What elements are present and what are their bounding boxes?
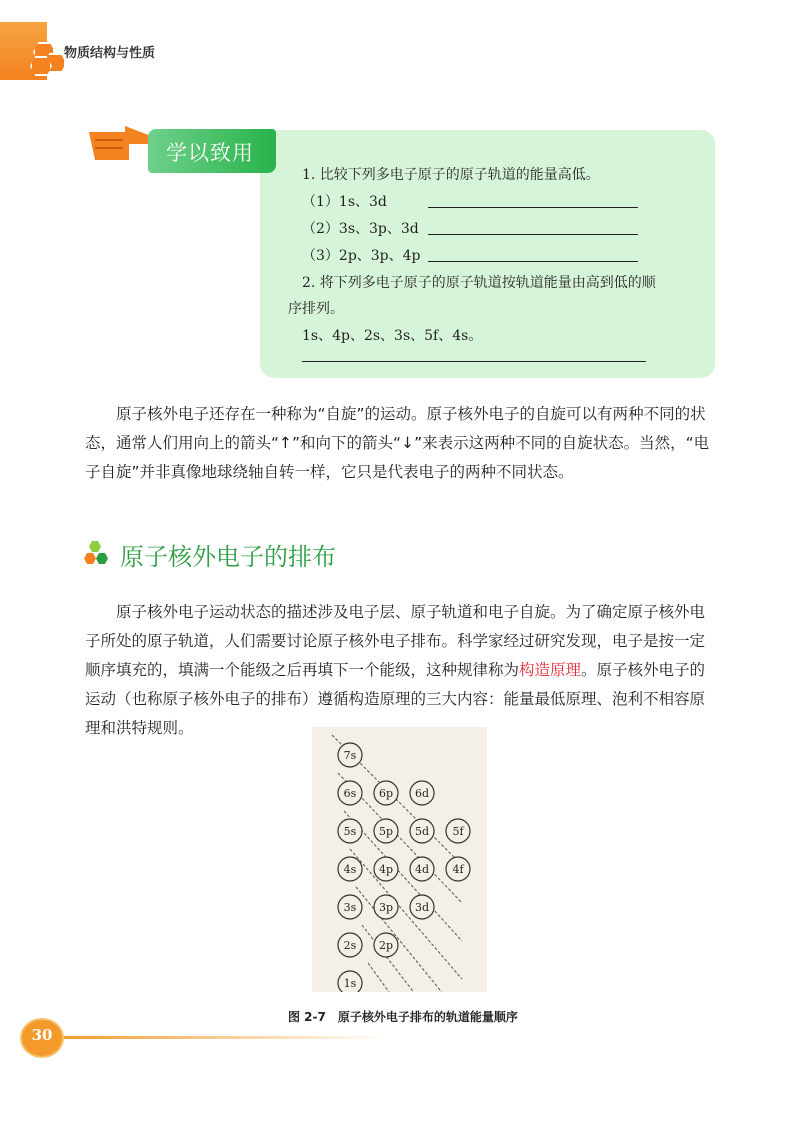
orbital-label: 5d (414, 825, 430, 838)
aufbau-diagram-svg (312, 727, 487, 992)
figure-caption: 图 2-7 原子核外电子排布的轨道能量顺序 (288, 1010, 518, 1024)
filling-arrow (356, 887, 462, 992)
filling-arrow (368, 963, 462, 992)
question-2-line-2: 序排列。 (288, 301, 344, 317)
answer-blank (302, 361, 646, 362)
orbital-label: 4s (343, 863, 357, 876)
practice-tab-label: 学以致用 (166, 141, 254, 165)
question-1: 1. 比较下列多电子原子的原子轨道的能量高低。 (302, 167, 600, 183)
paragraph-text-part: 原子核外电子运动状态的描述涉及电子层、原子轨道和电子自旋。为了确定原子核外电子所处的原子轨道，人们需要讨论原子核外电子排布。科学家经过研究发现，电子是按一定顺序填充的，填满一个能级之后再填下一个能级，这种规律称为 (85, 603, 706, 679)
footer-line (58, 1036, 388, 1039)
question-1-item: （3）2p、3p、4p (302, 248, 421, 264)
orbital-label: 1s (343, 977, 357, 990)
orbital-label: 6p (378, 787, 394, 800)
question-2-line-1: 2. 将下列多电子原子的原子轨道按轨道能量由高到低的顺 (302, 275, 656, 291)
paragraph-text: 原子核外电子还存在一种称为“自旋”的运动。原子核外电子的自旋可以有两种不同的状态，通常人们用向上的箭头“↑”和向下的箭头“↓”来表示这两种不同的自旋状态。当然，“电子自旋”并非真像地球绕轴自转一样，它只是代表电子的两种不同状态。 (85, 405, 710, 481)
orbital-label: 5s (343, 825, 357, 838)
paragraph-aufbau (85, 598, 720, 743)
pointing-hand-icon (85, 122, 155, 168)
question-2-items: 1s、4p、2s、3s、5f、4s。 (302, 328, 483, 344)
paragraph-text-part: 。原子核外电子的运动（也称原子核外电子的排布）遵循构造原理的三大内容：能量最低原理、泡利不相容原理和洪特规则。 (85, 661, 706, 737)
aufbau-diagram (312, 727, 487, 992)
paragraph-text (85, 598, 720, 743)
orbital-label: 2s (343, 939, 357, 952)
orbital-label: 6d (414, 787, 430, 800)
orbital-label: 4d (414, 863, 430, 876)
answer-blank (428, 234, 638, 235)
orbital-label: 3d (414, 901, 430, 914)
orbital-label: 3p (378, 901, 394, 914)
header-title: 物质结构与性质 (64, 46, 156, 61)
question-1-item: （1）1s、3d (302, 194, 387, 210)
orbital-label: 5p (378, 825, 394, 838)
paragraph-spin (85, 400, 720, 487)
section-title: 原子核外电子的排布 (120, 543, 336, 571)
page-number: 30 (31, 1026, 53, 1044)
orbital-label: 7s (343, 749, 357, 762)
orbital-label: 5f (452, 825, 464, 838)
answer-blank (428, 261, 638, 262)
highlight-term: 构造原理 (519, 661, 582, 679)
orbital-label: 4p (378, 863, 394, 876)
orbital-label: 4f (452, 863, 464, 876)
orbital-label: 6s (343, 787, 357, 800)
orbital-label: 3s (343, 901, 357, 914)
orbital-label: 2p (378, 939, 394, 952)
question-1-item: （2）3s、3p、3d (302, 221, 419, 237)
hexagon-cluster-icon (84, 540, 116, 566)
filling-arrow (350, 849, 462, 979)
answer-blank (428, 207, 638, 208)
filling-arrow (362, 925, 462, 992)
